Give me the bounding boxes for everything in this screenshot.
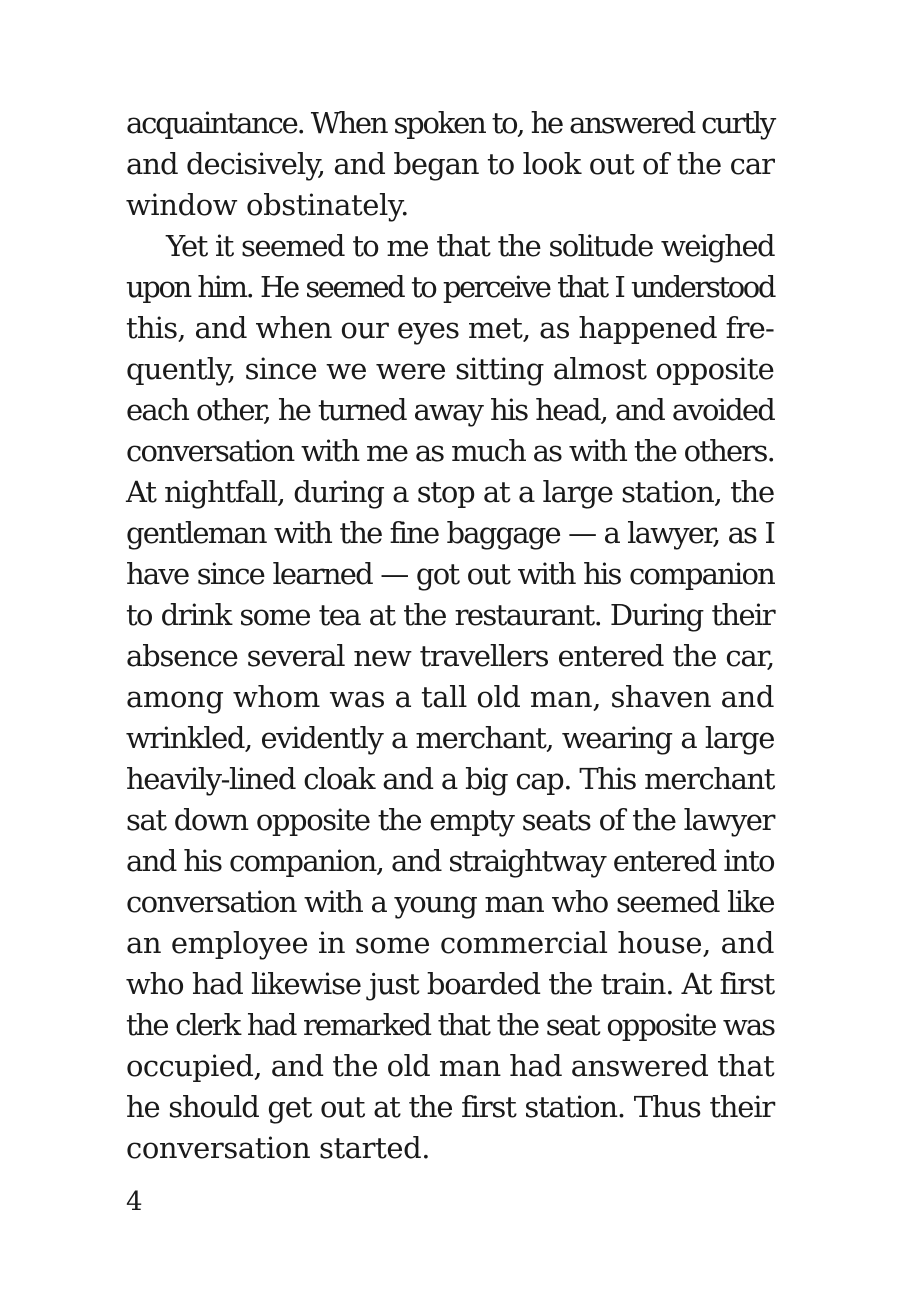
text-line: gentleman with the fine baggage — a lawyer, as I — [126, 516, 774, 550]
paragraph-2 — [126, 226, 774, 1169]
text-line: conversation started. — [126, 1131, 431, 1165]
text-line: conversation with a young man who seemed like — [126, 885, 774, 919]
text-line: acquaintance. When spoken to, he answered curtly — [126, 106, 774, 140]
text-line: absence several new travellers entered the car, — [126, 639, 774, 673]
text-line: have since learned — got out with his companion — [126, 557, 774, 591]
text-line: he should get out at the first station. Thus their — [126, 1090, 774, 1124]
text-line: an employee in some commercial house, and — [126, 926, 774, 960]
text-line: among whom was a tall old man, shaven and — [126, 680, 774, 714]
text-line: conversation with me as much as with the others. — [126, 434, 774, 468]
text-line: upon him. He seemed to perceive that I understood — [126, 270, 774, 304]
text-line: window obstinately. — [126, 188, 409, 222]
paragraph-1 — [126, 103, 774, 226]
text-line: this, and when our eyes met, as happened fre- — [126, 311, 774, 345]
text-line: heavily-lined cloak and a big cap. This merchant — [126, 762, 774, 796]
text-line: occupied, and the old man had answered that — [126, 1049, 774, 1083]
text-line: and his companion, and straightway entered into — [126, 844, 775, 878]
text-line: quently, since we were sitting almost opposite — [126, 352, 774, 386]
body-text — [126, 103, 774, 1169]
text-line: each other, he turned away his head, and avoided — [126, 393, 774, 427]
text-line: At nightfall, during a stop at a large station, the — [126, 475, 774, 509]
text-line: wrinkled, evidently a merchant, wearing a large — [126, 721, 774, 755]
text-line: who had likewise just boarded the train. At first — [126, 967, 774, 1001]
text-line: sat down opposite the empty seats of the lawyer — [126, 803, 774, 837]
text-line: to drink some tea at the restaurant. During their — [126, 598, 774, 632]
text-line: the clerk had remarked that the seat opposite was — [126, 1008, 774, 1042]
page-number: 4 — [126, 1187, 143, 1217]
text-line: Yet it seemed to me that the solitude weighed — [166, 229, 774, 263]
text-line: and decisively, and began to look out of the car — [126, 147, 774, 181]
